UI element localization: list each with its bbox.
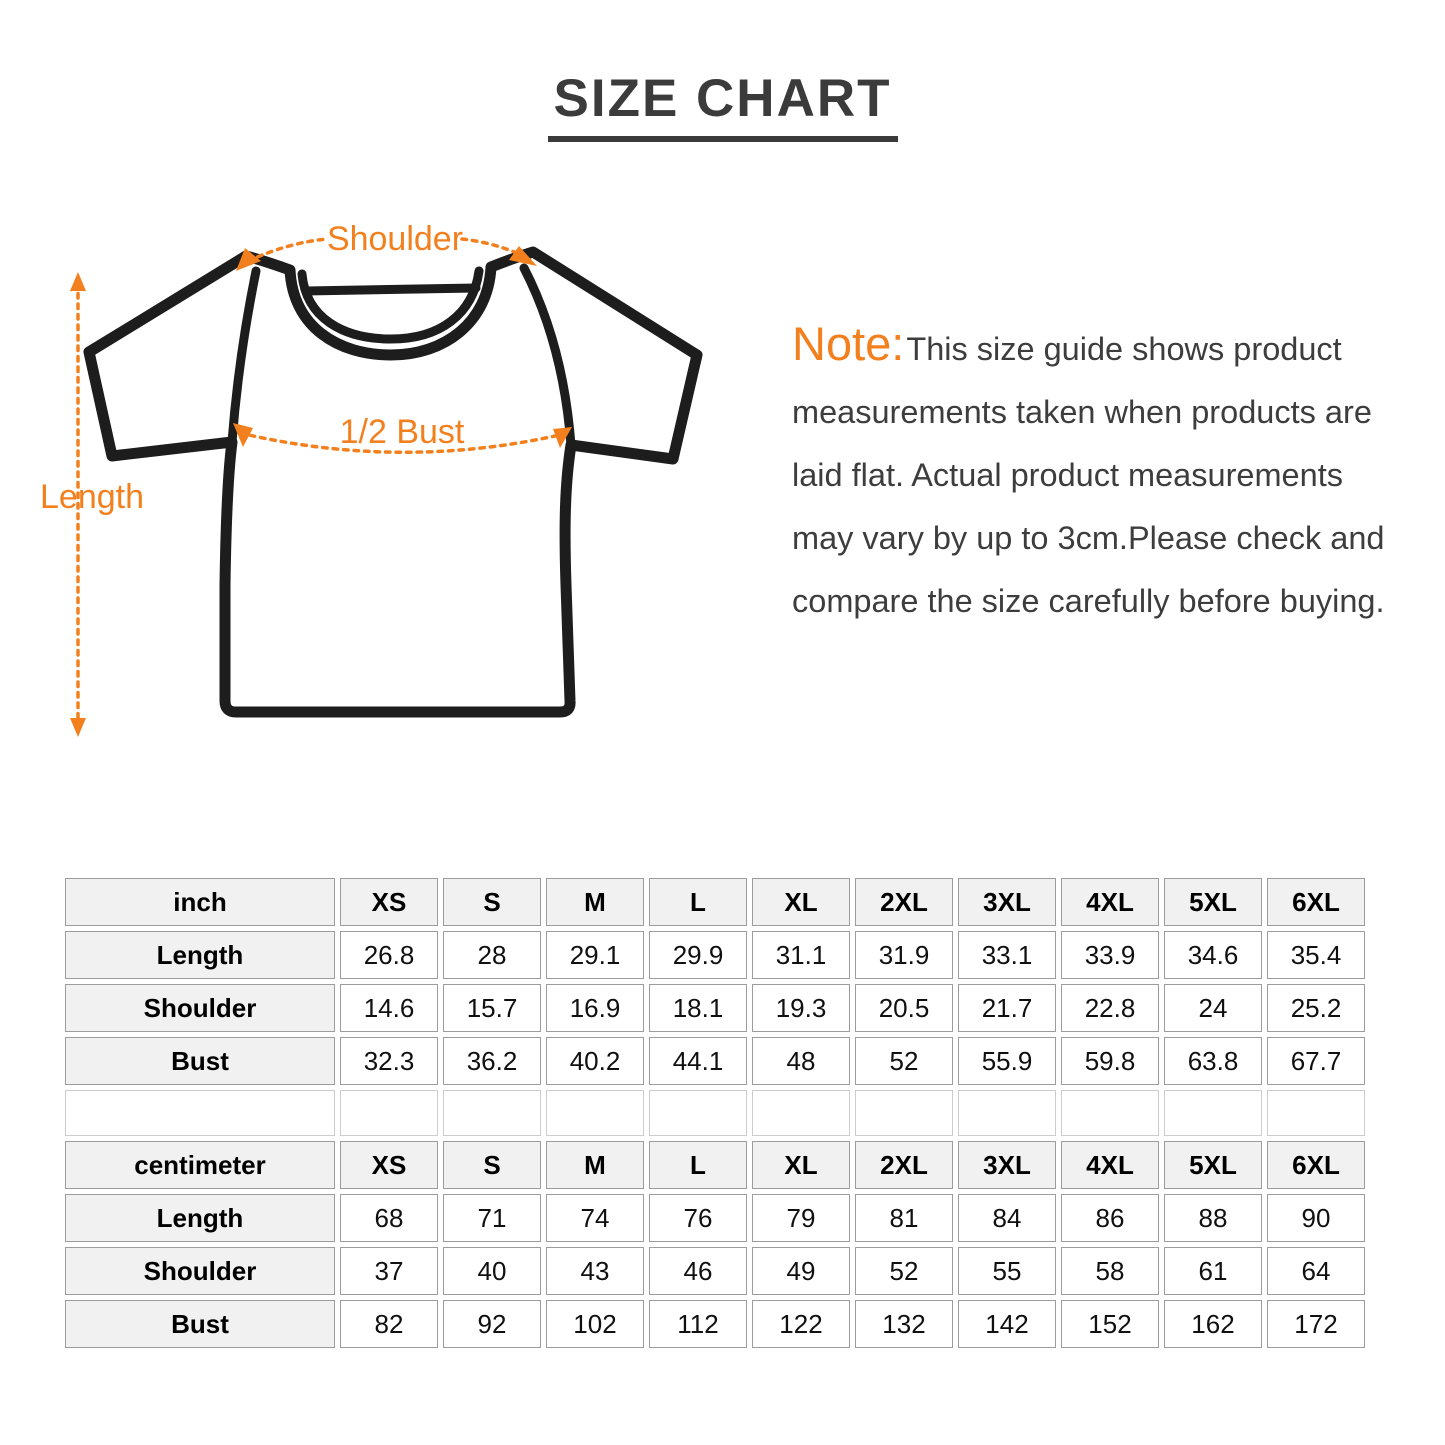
value-cell: 59.8 (1061, 1037, 1159, 1085)
value-cell: 21.7 (958, 984, 1056, 1032)
value-cell: 58 (1061, 1247, 1159, 1295)
spacer-row (65, 1090, 1365, 1136)
value-cell: 132 (855, 1300, 953, 1348)
value-cell: 79 (752, 1194, 850, 1242)
size-header-cell: 4XL (1061, 1141, 1159, 1189)
value-cell: 14.6 (340, 984, 438, 1032)
table-row (65, 931, 1365, 979)
shoulder-arrow-line-left (248, 239, 328, 261)
value-cell: 20.5 (855, 984, 953, 1032)
size-header-cell: 2XL (855, 1141, 953, 1189)
note-line: compare the size carefully before buying. (792, 583, 1385, 619)
value-cell: 24 (1164, 984, 1262, 1032)
value-cell: 25.2 (1267, 984, 1365, 1032)
table-row (65, 1194, 1365, 1242)
size-header-cell: S (443, 1141, 541, 1189)
row-label-cell: Length (65, 931, 335, 979)
length-arrowhead-top-icon (70, 272, 86, 291)
spacer-cell (752, 1090, 850, 1136)
size-header-cell: 3XL (958, 1141, 1056, 1189)
note-line: measurements taken when products are (792, 394, 1372, 430)
row-label-cell: Bust (65, 1037, 335, 1085)
value-cell: 18.1 (649, 984, 747, 1032)
spacer-cell (1267, 1090, 1365, 1136)
spacer-cell (958, 1090, 1056, 1136)
value-cell: 55.9 (958, 1037, 1056, 1085)
value-cell: 84 (958, 1194, 1056, 1242)
size-header-cell: S (443, 878, 541, 926)
size-header-cell: XL (752, 1141, 850, 1189)
tshirt-diagram-svg (40, 215, 720, 745)
collar-inner-curve (302, 271, 479, 339)
value-cell: 34.6 (1164, 931, 1262, 979)
size-header-cell: 2XL (855, 878, 953, 926)
value-cell: 172 (1267, 1300, 1365, 1348)
value-cell: 49 (752, 1247, 850, 1295)
length-arrowhead-bottom-icon (70, 718, 86, 737)
size-header-cell: XL (752, 878, 850, 926)
value-cell: 29.9 (649, 931, 747, 979)
value-cell: 16.9 (546, 984, 644, 1032)
value-cell: 40.2 (546, 1037, 644, 1085)
size-header-cell: 3XL (958, 878, 1056, 926)
size-header-cell: XS (340, 878, 438, 926)
note-line: laid flat. Actual product measurements (792, 457, 1343, 493)
spacer-cell (1164, 1090, 1262, 1136)
value-cell: 33.1 (958, 931, 1056, 979)
tshirt-outline (89, 252, 697, 712)
spacer-cell (546, 1090, 644, 1136)
value-cell: 112 (649, 1300, 747, 1348)
value-cell: 76 (649, 1194, 747, 1242)
value-cell: 152 (1061, 1300, 1159, 1348)
header-row (65, 1141, 1365, 1189)
page-title: SIZE CHART (548, 68, 898, 142)
spacer-cell (340, 1090, 438, 1136)
spacer-cell (1061, 1090, 1159, 1136)
value-cell: 102 (546, 1300, 644, 1348)
value-cell: 71 (443, 1194, 541, 1242)
note-label: Note: (792, 317, 905, 370)
value-cell: 33.9 (1061, 931, 1159, 979)
value-cell: 52 (855, 1247, 953, 1295)
value-cell: 35.4 (1267, 931, 1365, 979)
value-cell: 15.7 (443, 984, 541, 1032)
value-cell: 40 (443, 1247, 541, 1295)
size-header-cell: L (649, 878, 747, 926)
value-cell: 29.1 (546, 931, 644, 979)
value-cell: 82 (340, 1300, 438, 1348)
value-cell: 162 (1164, 1300, 1262, 1348)
size-header-cell: L (649, 1141, 747, 1189)
table-row (65, 1300, 1365, 1348)
value-cell: 67.7 (1267, 1037, 1365, 1085)
value-cell: 86 (1061, 1194, 1159, 1242)
spacer-cell (649, 1090, 747, 1136)
value-cell: 32.3 (340, 1037, 438, 1085)
tshirt-diagram (40, 215, 720, 745)
value-cell: 31.9 (855, 931, 953, 979)
value-cell: 74 (546, 1194, 644, 1242)
row-label-cell: Shoulder (65, 984, 335, 1032)
value-cell: 37 (340, 1247, 438, 1295)
value-cell: 31.1 (752, 931, 850, 979)
value-cell: 122 (752, 1300, 850, 1348)
note-line (792, 318, 1412, 381)
value-cell: 68 (340, 1194, 438, 1242)
note-block (792, 318, 1412, 633)
value-cell: 142 (958, 1300, 1056, 1348)
page-header (0, 68, 1445, 142)
value-cell: 26.8 (340, 931, 438, 979)
size-header-cell: XS (340, 1141, 438, 1189)
value-cell: 22.8 (1061, 984, 1159, 1032)
shoulder-label: Shoulder (326, 220, 464, 258)
value-cell: 61 (1164, 1247, 1262, 1295)
spacer-cell (443, 1090, 541, 1136)
size-tables (60, 873, 1370, 1353)
size-header-cell: 4XL (1061, 878, 1159, 926)
value-cell: 81 (855, 1194, 953, 1242)
note-line: may vary by up to 3cm.Please check and (792, 520, 1385, 556)
table-row (65, 1037, 1365, 1085)
value-cell: 28 (443, 931, 541, 979)
value-cell: 55 (958, 1247, 1056, 1295)
header-row (65, 878, 1365, 926)
row-label-cell: Shoulder (65, 1247, 335, 1295)
size-header-cell: M (546, 878, 644, 926)
row-label-cell: Length (65, 1194, 335, 1242)
value-cell: 64 (1267, 1247, 1365, 1295)
note-text: This size guide shows product (906, 331, 1342, 367)
value-cell: 43 (546, 1247, 644, 1295)
size-header-cell: 5XL (1164, 1141, 1262, 1189)
length-label: Length (40, 478, 144, 516)
value-cell: 90 (1267, 1194, 1365, 1242)
size-header-cell: 6XL (1267, 878, 1365, 926)
table-row (65, 1247, 1365, 1295)
spacer-cell (855, 1090, 953, 1136)
size-header-cell: M (546, 1141, 644, 1189)
unit-header-cell: inch (65, 878, 335, 926)
table-row (65, 984, 1365, 1032)
value-cell: 52 (855, 1037, 953, 1085)
value-cell: 48 (752, 1037, 850, 1085)
value-cell: 92 (443, 1300, 541, 1348)
row-label-cell: Bust (65, 1300, 335, 1348)
bust-label: 1/2 Bust (339, 413, 465, 451)
size-header-cell: 5XL (1164, 878, 1262, 926)
value-cell: 46 (649, 1247, 747, 1295)
size-header-cell: 6XL (1267, 1141, 1365, 1189)
value-cell: 88 (1164, 1194, 1262, 1242)
value-cell: 63.8 (1164, 1037, 1262, 1085)
value-cell: 36.2 (443, 1037, 541, 1085)
value-cell: 44.1 (649, 1037, 747, 1085)
value-cell: 19.3 (752, 984, 850, 1032)
spacer-cell (65, 1090, 335, 1136)
unit-header-cell: centimeter (65, 1141, 335, 1189)
collar-back-line (306, 288, 476, 291)
